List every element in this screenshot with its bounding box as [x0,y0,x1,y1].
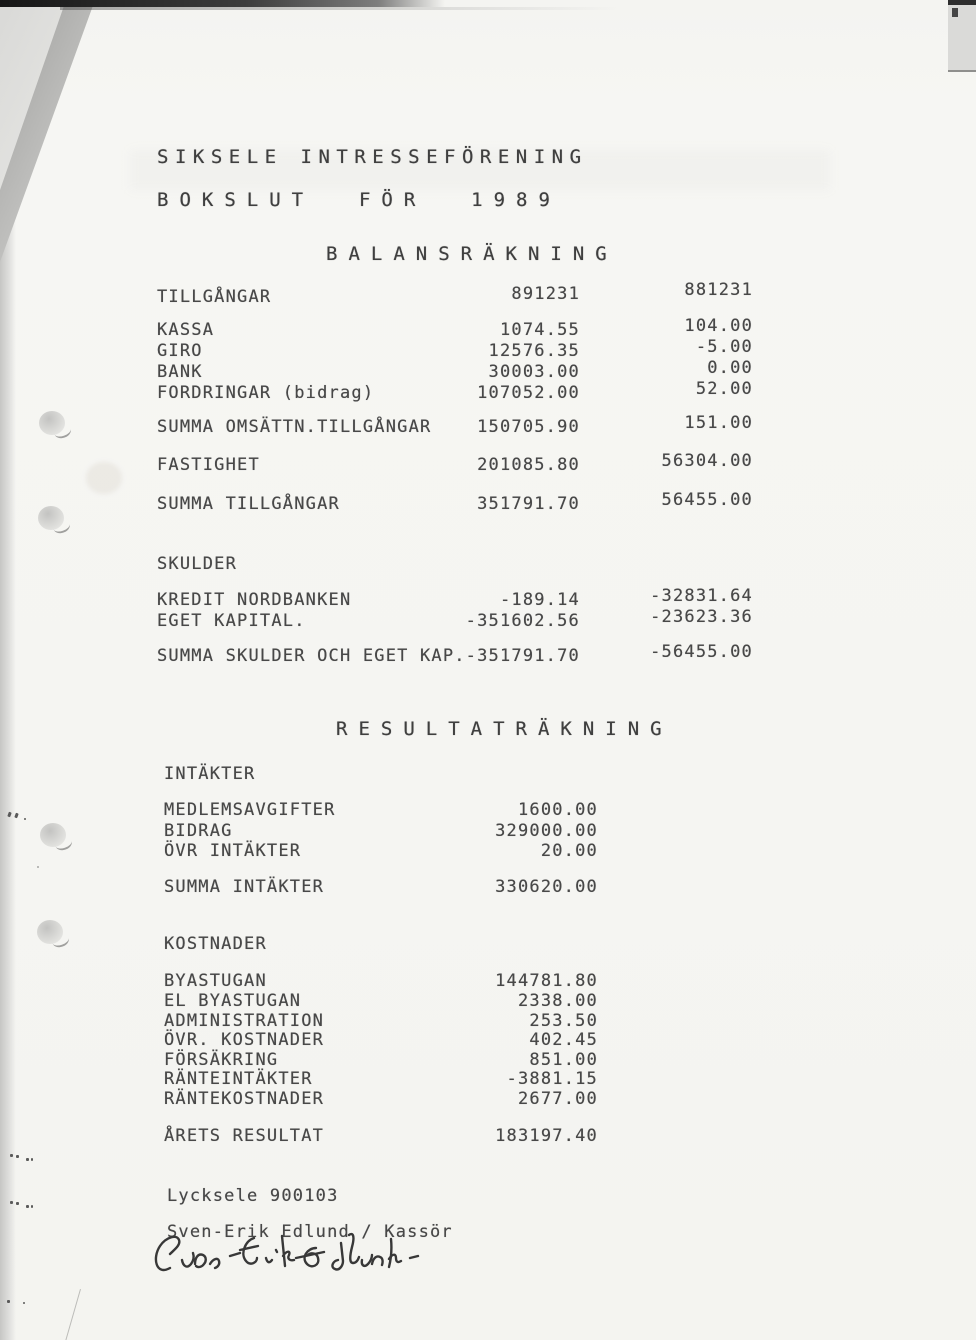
sum-current-assets-row [0,413,976,439]
scan-corner-tab [948,0,976,72]
total-revenues-row [0,877,976,899]
row-value-current: 1074.55 [499,320,580,340]
row-label: BANK [157,362,203,382]
ink-speck [7,1300,10,1303]
row-label: BIDRAG [164,821,233,841]
row-label: SUMMA TILLGÅNGAR [157,494,340,514]
row-value: 144781.80 [495,971,598,991]
row-value: 402.45 [529,1030,598,1050]
ink-speck [10,1201,13,1204]
row-label: ÖVR. KOSTNADER [164,1030,325,1050]
revenue-row [0,800,976,822]
row-label: SUMMA INTÄKTER [164,877,325,897]
column-header-current-year: 891231 [511,284,580,304]
row-value: 851.00 [529,1050,598,1070]
balance-heading: BALANSRÄKNING [326,243,618,265]
scan-top-bar-shadow [60,7,620,10]
doc-title: BOKSLUT FÖR 1989 [157,189,561,211]
row-label: GIRO [157,341,203,361]
row-value-prior: -23623.36 [650,607,753,627]
ink-speck [31,1158,33,1161]
column-header-prior-year: 881231 [684,280,753,300]
signature [148,1228,448,1292]
total-liabilities-row [0,642,976,668]
row-value: 253.50 [529,1011,598,1031]
paper-edge-line [0,0,118,272]
row-label: KREDIT NORDBANKEN [157,590,352,610]
revenues-section-label: INTÄKTER [164,764,256,784]
row-value-prior: 52.00 [695,379,753,399]
row-value-current: 201085.80 [477,455,580,475]
row-label: EL BYASTUGAN [164,991,302,1011]
paper-crease [64,1289,81,1340]
row-label: KASSA [157,320,215,340]
row-value-current: 351791.70 [477,494,580,514]
total-assets-row [0,490,976,516]
liability-row [0,586,976,612]
cost-row [0,1030,976,1052]
row-label: SUMMA SKULDER OCH EGET KAP. [157,646,466,666]
row-label: EGET KAPITAL. [157,611,306,631]
row-label: FÖRSÄKRING [164,1050,279,1070]
ink-speck [10,1154,13,1157]
revenue-row [0,841,976,863]
assets-section-label: TILLGÅNGAR [157,287,272,307]
row-label: SUMMA OMSÄTTN.TILLGÅNGAR [157,417,432,437]
row-value: -3881.15 [506,1069,598,1089]
cost-row [0,1069,976,1091]
row-label: ADMINISTRATION [164,1011,325,1031]
row-value-current: 12576.35 [488,341,580,361]
row-value: 330620.00 [495,877,598,897]
row-value-prior: 0.00 [707,358,753,378]
row-value-prior: 56304.00 [661,451,753,471]
row-label: ÖVR INTÄKTER [164,841,302,861]
scan-corner-tab-edge [948,0,976,5]
row-label: FORDRINGAR (bidrag) [157,383,375,403]
cost-row [0,971,976,993]
ink-speck [23,1302,25,1304]
property-row [0,451,976,477]
row-value-prior: 56455.00 [661,490,753,510]
balance-column-header-row [0,280,976,307]
row-value-prior: 104.00 [684,316,753,336]
row-value-prior: -56455.00 [650,642,753,662]
row-label: RÄNTEKOSTNADER [164,1089,325,1109]
revenues-section-row [0,764,976,786]
liabilities-section-row [0,554,976,576]
row-value: 1600.00 [517,800,598,820]
asset-row [0,379,976,405]
asset-row [0,337,976,363]
row-label: MEDLEMSAVGIFTER [164,800,336,820]
row-label: RÄNTEINTÄKTER [164,1069,313,1089]
scan-top-bar [0,0,445,7]
row-value-current: 30003.00 [488,362,580,382]
cost-row [0,991,976,1013]
row-value-current: 107052.00 [477,383,580,403]
asset-row [0,358,976,384]
ink-speck [26,1158,29,1161]
liabilities-section-label: SKULDER [157,554,238,574]
place-date: Lycksele 900103 [167,1186,339,1206]
row-value-current: -351602.56 [465,611,580,631]
row-value: 2338.00 [517,991,598,1011]
costs-section-label: KOSTNADER [164,934,267,954]
costs-section-row [0,934,976,956]
ink-speck [16,1155,19,1158]
row-value-prior: -5.00 [695,337,753,357]
asset-row [0,316,976,342]
row-label: ÅRETS RESULTAT [164,1126,325,1146]
org-name: SIKSELE INTRESSEFÖRENING [157,146,588,168]
row-value: 20.00 [540,841,598,861]
ink-speck [31,1205,33,1208]
scan-corner-tab-mark [952,8,958,17]
row-label: BYASTUGAN [164,971,267,991]
row-value: 183197.40 [495,1126,598,1146]
ink-speck [37,866,39,868]
cost-row [0,1089,976,1111]
liability-row [0,607,976,633]
row-value-prior: -32831.64 [650,586,753,606]
income-heading: RESULTATRÄKNING [336,718,673,740]
signer-line: Sven-Erik Edlund / Kassör [167,1222,453,1242]
row-value: 2677.00 [517,1089,598,1109]
year-result-row [0,1126,976,1148]
row-value-current: 150705.90 [477,417,580,437]
row-value-current: -189.14 [499,590,580,610]
revenue-row [0,821,976,843]
row-value-current: -351791.70 [465,646,580,666]
ink-speck [16,1202,19,1205]
row-label: FASTIGHET [157,455,260,475]
row-value-prior: 151.00 [684,413,753,433]
ink-speck [26,1205,29,1208]
row-value: 329000.00 [495,821,598,841]
